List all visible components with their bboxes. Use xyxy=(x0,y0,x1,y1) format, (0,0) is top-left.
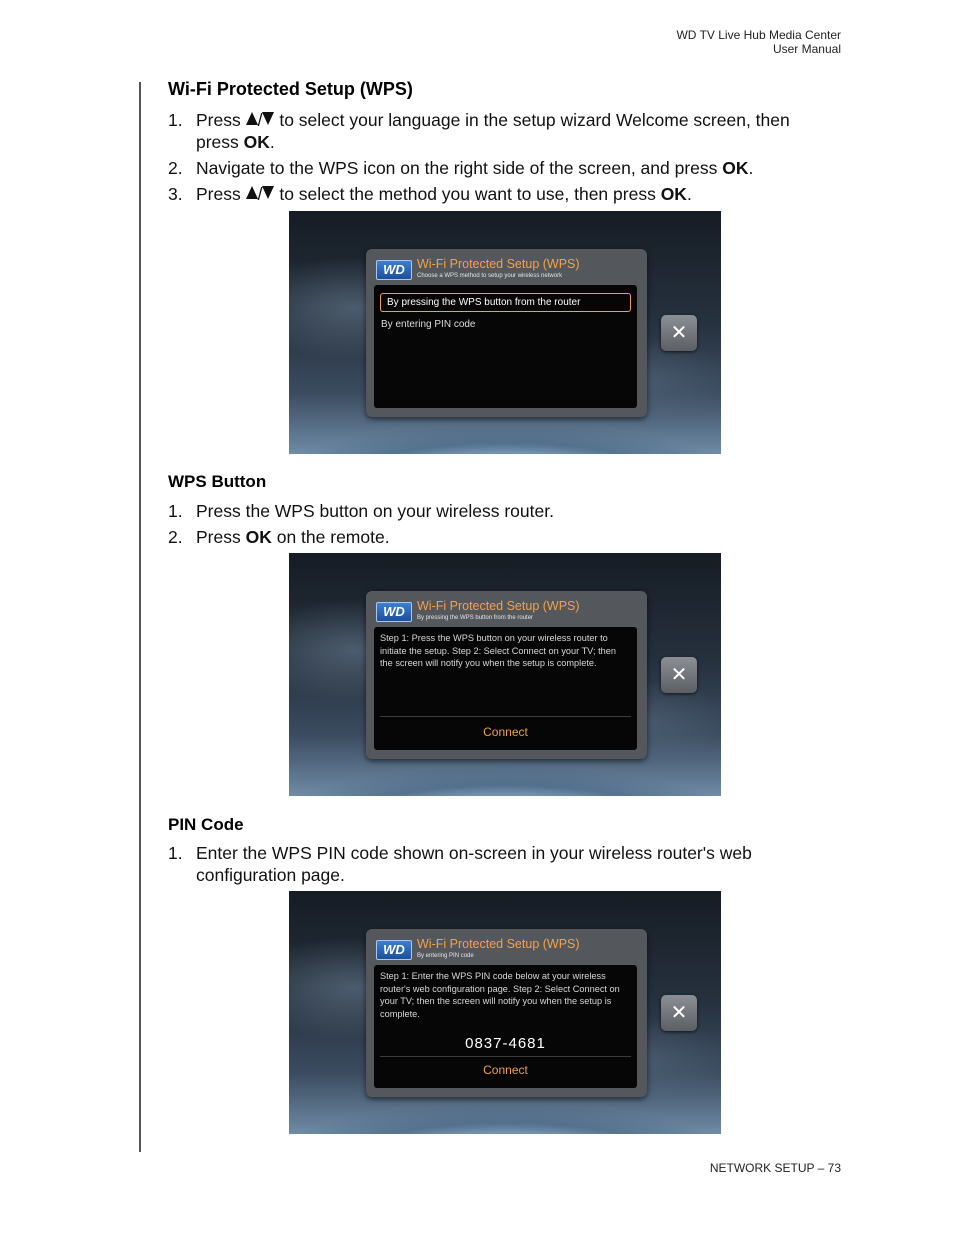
dialog-subtitle: By entering PIN code xyxy=(417,953,474,959)
running-header xyxy=(676,28,841,56)
header-doc-type: User Manual xyxy=(772,42,841,56)
divider xyxy=(380,1056,631,1057)
pin-steps-list xyxy=(168,842,798,890)
close-icon[interactable]: ✕ xyxy=(661,995,697,1031)
instructions-text: Step 1: Enter the WPS PIN code below at your wireless router's web configuration page. Step 2: Select Connect on your TV; then the screen will notify you when the setup is complete. xyxy=(380,971,620,1020)
step-text: to select your language in the setup wizard Welcome screen, then press xyxy=(196,110,790,152)
option-wps-button[interactable]: By pressing the WPS button from the router xyxy=(380,293,631,312)
step-text: Press the WPS button on your wireless router. xyxy=(196,501,554,521)
subsection-title-pin-code: PIN Code xyxy=(168,815,244,834)
wps-button-steps-list xyxy=(168,500,828,552)
step-text: on the remote. xyxy=(271,527,390,547)
step-text: Press xyxy=(196,110,241,130)
dialog-content xyxy=(374,285,637,408)
down-arrow-icon xyxy=(262,112,274,125)
step-text: Enter the WPS PIN code shown on-screen in your wireless router's web configuration page. xyxy=(196,843,752,885)
section-title: Wi-Fi Protected Setup (WPS) xyxy=(168,79,413,99)
list-item xyxy=(168,157,828,179)
step-text: Press xyxy=(196,527,246,547)
dialog-subtitle: Choose a WPS method to setup your wireless network xyxy=(417,273,563,279)
step-text: . xyxy=(269,132,275,152)
list-item xyxy=(168,526,828,548)
step-number: 2. xyxy=(168,158,183,178)
wps-dialog xyxy=(366,249,647,417)
option-pin-code[interactable]: By entering PIN code xyxy=(381,319,476,330)
wd-logo: WD xyxy=(376,940,412,960)
dialog-content xyxy=(374,965,637,1088)
dialog-title: Wi-Fi Protected Setup (WPS) xyxy=(417,937,580,951)
wd-logo: WD xyxy=(376,602,412,622)
close-icon[interactable]: ✕ xyxy=(661,315,697,351)
dialog-subtitle: By pressing the WPS button from the router xyxy=(417,615,534,621)
footer-separator: – xyxy=(814,1161,828,1175)
ok-key-label: OK xyxy=(660,184,687,204)
slash: / xyxy=(257,110,263,130)
step-number: 1. xyxy=(168,501,183,521)
down-arrow-icon xyxy=(262,186,274,199)
screenshot-wps-method xyxy=(289,211,721,454)
slash: / xyxy=(257,184,263,204)
step-number: 3. xyxy=(168,184,183,204)
step-text: . xyxy=(686,184,692,204)
wps-dialog xyxy=(366,929,647,1097)
ok-key-label: OK xyxy=(245,527,272,547)
page-footer xyxy=(710,1161,841,1175)
wps-dialog xyxy=(366,591,647,759)
close-icon[interactable]: ✕ xyxy=(661,657,697,693)
header-product: WD TV Live Hub Media Center xyxy=(676,28,841,42)
list-item xyxy=(168,183,828,205)
up-arrow-icon xyxy=(246,112,258,125)
step-number: 1. xyxy=(168,843,183,863)
wd-logo: WD xyxy=(376,260,412,280)
main-steps-list xyxy=(168,109,828,209)
dialog-content xyxy=(374,627,637,750)
footer-section: NETWORK SETUP xyxy=(709,1161,815,1175)
dialog-title: Wi-Fi Protected Setup (WPS) xyxy=(417,257,580,271)
up-arrow-icon xyxy=(246,186,258,199)
instructions-text: Step 1: Press the WPS button on your wireless router to initiate the setup. Step 2: Select Connect on your TV; then the screen will notify you when the setup is complete. xyxy=(380,633,616,669)
connect-button[interactable]: Connect xyxy=(483,725,528,739)
pin-code-value: 0837-4681 xyxy=(465,1035,546,1052)
step-number: 2. xyxy=(168,527,183,547)
connect-button[interactable]: Connect xyxy=(483,1063,528,1077)
page-number: 73 xyxy=(827,1161,841,1175)
list-item xyxy=(168,842,798,886)
step-text: . xyxy=(748,158,754,178)
ok-key-label: OK xyxy=(722,158,749,178)
step-text: Navigate to the WPS icon on the right side of the screen, and press xyxy=(196,158,723,178)
margin-rule xyxy=(139,82,141,1152)
list-item xyxy=(168,109,828,153)
screenshot-wps-button xyxy=(289,553,721,796)
subsection-title-wps-button: WPS Button xyxy=(168,472,267,491)
step-text: to select the method you want to use, then press xyxy=(274,184,661,204)
ok-key-label: OK xyxy=(243,132,270,152)
step-number: 1. xyxy=(168,110,183,130)
divider xyxy=(380,716,631,717)
screenshot-wps-pin xyxy=(289,891,721,1134)
step-text: Press xyxy=(196,184,241,204)
list-item xyxy=(168,500,828,522)
dialog-title: Wi-Fi Protected Setup (WPS) xyxy=(417,599,580,613)
